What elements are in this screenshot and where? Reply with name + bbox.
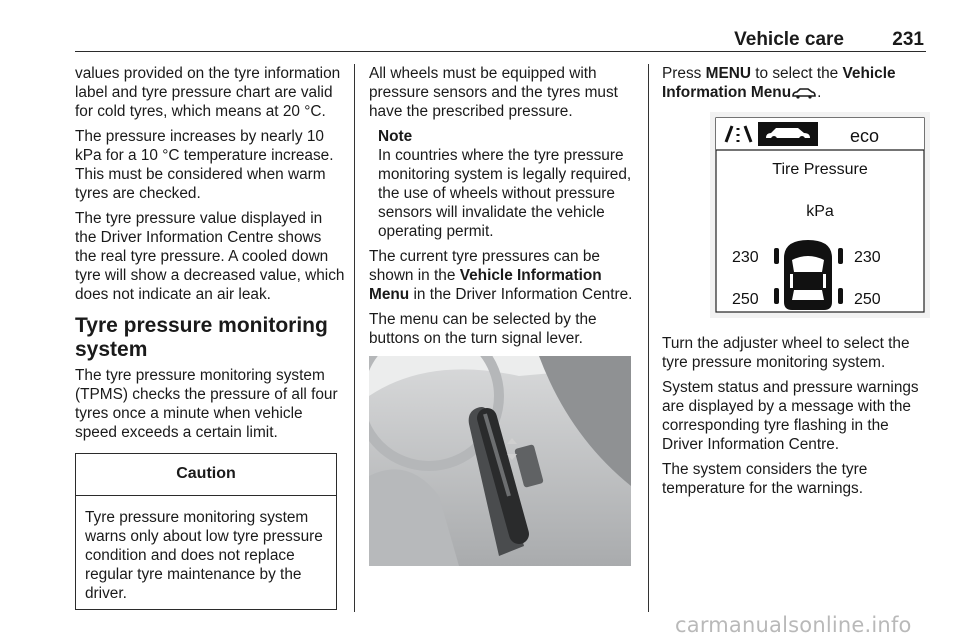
paragraph: The tyre pressure monitoring system (TPMS) checks the pressure of all four tyres once a minute when vehicle speed exceeds a certain limit.: [75, 367, 338, 441]
paragraph: The tyre pressure value displayed in the Driver Information Centre shows the real tyre pressure. A cooled down tyre will show a decreased value, which does not indicate an air leak.: [75, 210, 345, 303]
column-1: [75, 64, 345, 610]
rear-right-pressure: 250: [854, 291, 881, 308]
display-title: Tire Pressure: [772, 161, 868, 178]
driver-information-display: [710, 112, 930, 318]
caution-title: Caution: [76, 454, 336, 496]
paragraph: [369, 247, 635, 304]
text-run: .: [817, 84, 822, 101]
text-run: in the Driver Information Centre.: [409, 286, 633, 303]
column-divider: [648, 64, 649, 612]
page-header: [75, 27, 926, 52]
text-run: Press: [662, 65, 706, 82]
column-divider: [354, 64, 355, 612]
text-run: to select the: [750, 65, 843, 82]
section-heading: Tyre pressure monitoring system: [75, 314, 328, 361]
caution-text: Tyre pressure monitoring system warns only about low tyre pressure condition and does not replace regular tyre maintenance by the driver.: [85, 509, 323, 602]
vehicle-menu-icon: [791, 87, 817, 99]
watermark: carmanualsonline.info: [675, 613, 912, 637]
column-3: [662, 64, 928, 504]
turn-signal-lever-photo: [369, 356, 631, 566]
text-run: The current tyre pressures can be shown in the: [369, 248, 600, 284]
paragraph: The system considers the tyre temperature for the warnings.: [662, 461, 868, 497]
paragraph: [662, 64, 928, 102]
button-name: MENU: [705, 65, 751, 82]
page-number: 231: [892, 29, 924, 50]
display-unit: kPa: [806, 203, 834, 220]
note-text: In countries where the tyre pressure monitoring system is legally required, the use of wheels without pressure sensors will invalidate the vehicle operating permit.: [378, 147, 632, 240]
caution-box: [75, 453, 337, 610]
paragraph: System status and pressure warnings are displayed by a message with the corresponding tyre flashing in the Driver Information Centre.: [662, 379, 919, 453]
paragraph: The menu can be selected by the buttons on the turn signal lever.: [369, 311, 597, 347]
paragraph: All wheels must be equipped with pressure sensors and the tyres must have the prescribed pressure.: [369, 65, 618, 120]
column-2: [369, 64, 635, 566]
lever-illustration: [369, 356, 631, 566]
menu-name: Vehicle Information Menu: [662, 65, 896, 101]
front-right-pressure: 230: [854, 249, 881, 266]
section-title: Vehicle care: [734, 29, 844, 50]
note-box: [369, 127, 635, 241]
paragraph: values provided on the tyre information label and tyre pressure chart are valid for cold tyres, which means at 20 °C.: [75, 65, 341, 120]
tire-pressure-display: [710, 112, 930, 318]
menu-name: Vehicle Information Menu: [369, 267, 602, 303]
paragraph: Turn the adjuster wheel to select the tyre pressure monitoring system.: [662, 335, 910, 371]
paragraph: The pressure increases by nearly 10 kPa for a 10 °C temperature increase. This must be considered when warm tyres are checked.: [75, 128, 334, 202]
eco-label: eco: [850, 126, 880, 146]
rear-left-pressure: 250: [732, 291, 759, 308]
front-left-pressure: 230: [732, 249, 759, 266]
note-title: Note: [378, 128, 413, 145]
